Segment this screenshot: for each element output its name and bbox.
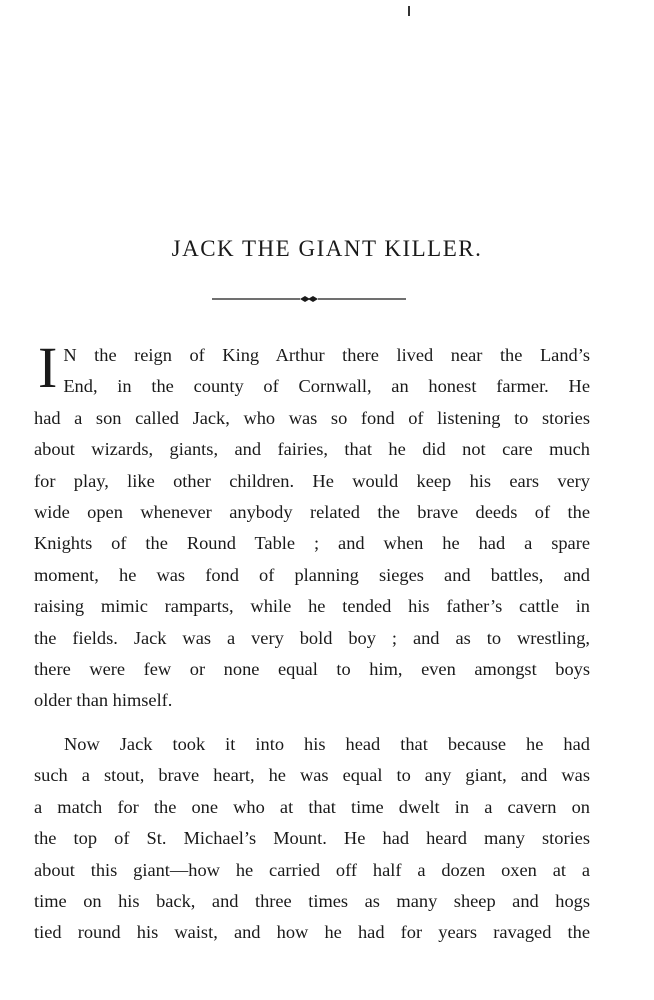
text-line: had a son called Jack, who was so fond of listening to stories (34, 407, 590, 428)
text-line: raising mimic ramparts, while he tended his father’s cattle in (34, 596, 590, 617)
text-line: moment, he was fond of planning sieges and battles, and (34, 564, 590, 585)
text-line: tied round his waist, and how he had for years ravaged the (34, 922, 590, 943)
text-line: the fields. Jack was a very bold boy ; and as to wrestling, (34, 627, 590, 648)
text-line: for play, like other children. He would keep his ears very (34, 470, 590, 491)
text-line: about wizards, giants, and fairies, that he did not care much (34, 439, 590, 460)
drop-cap: I (38, 335, 58, 400)
ornament-divider-icon (212, 294, 406, 304)
paragraph-1 (34, 335, 590, 717)
text-line: N the reign of King Arthur there lived near the Land’s (63, 345, 590, 365)
text-line: such a stout, brave heart, he was equal to any giant, and was (34, 765, 590, 786)
text-line: a match for the one who at that time dwelt in a cavern on (34, 796, 590, 817)
text-line: about this giant—how he carried off half a dozen oxen at a (34, 859, 590, 880)
paragraph-2 (34, 729, 590, 949)
chapter-title: JACK THE GIANT KILLER. (171, 236, 483, 261)
text-line: Now Jack took it into his head that because he had (64, 734, 590, 754)
text-line: End, in the county of Cornwall, an honest farmer. He (63, 376, 590, 397)
text-line: there were few or none equal to him, even amongst boys (34, 659, 590, 680)
text-line: time on his back, and three times as many sheep and hogs (34, 891, 590, 912)
text-line: the top of St. Michael’s Mount. He had heard many stories (34, 828, 590, 849)
print-mark (408, 6, 410, 16)
text-line: wide open whenever anybody related the brave deeds of the (34, 502, 590, 523)
text-line: Knights of the Round Table ; and when he had a spare (34, 533, 590, 554)
text-line: older than himself. (34, 690, 173, 711)
